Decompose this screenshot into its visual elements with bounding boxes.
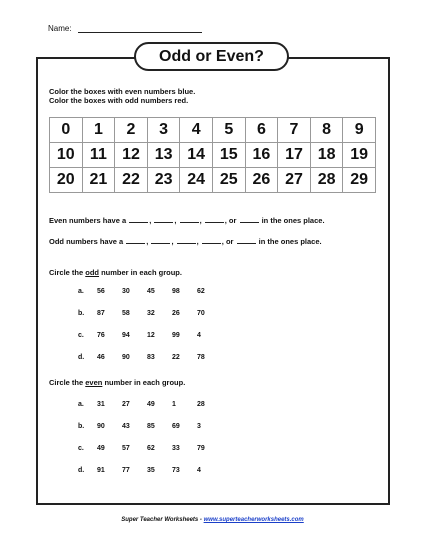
choice-number[interactable]: 83 — [147, 354, 155, 361]
number-box[interactable]: 4 — [180, 118, 213, 143]
blank[interactable] — [126, 238, 145, 244]
choice-number[interactable]: 12 — [147, 332, 155, 339]
footer — [0, 517, 425, 523]
number-box[interactable]: 29 — [343, 168, 376, 193]
choice-number[interactable]: 87 — [97, 310, 105, 317]
number-box[interactable]: 10 — [50, 143, 83, 168]
choice-number[interactable]: 99 — [172, 332, 180, 339]
number-box[interactable]: 21 — [83, 168, 116, 193]
choice-number[interactable]: 32 — [147, 310, 155, 317]
choice-number[interactable]: 4 — [197, 467, 201, 474]
question-letter: d. — [78, 354, 85, 361]
choice-number[interactable]: 90 — [122, 354, 130, 361]
choice-number[interactable]: 49 — [97, 445, 105, 452]
question-letter: b. — [78, 423, 85, 430]
number-box[interactable]: 8 — [311, 118, 344, 143]
choice-number[interactable]: 76 — [97, 332, 105, 339]
question-row — [78, 332, 222, 339]
instruction-odd: Color the boxes with odd numbers red. — [49, 96, 189, 105]
choice-number[interactable]: 62 — [147, 445, 155, 452]
blank[interactable] — [151, 238, 170, 244]
number-box[interactable]: 18 — [311, 143, 344, 168]
number-box[interactable]: 28 — [311, 168, 344, 193]
choice-number[interactable]: 98 — [172, 288, 180, 295]
number-box[interactable]: 26 — [246, 168, 279, 193]
instruction-even: Color the boxes with even numbers blue. — [49, 87, 196, 96]
choice-number[interactable]: 90 — [97, 423, 105, 430]
question-row — [78, 467, 222, 474]
choice-number[interactable]: 70 — [197, 310, 205, 317]
blank[interactable] — [154, 217, 173, 223]
choice-number[interactable]: 94 — [122, 332, 130, 339]
blank[interactable] — [237, 238, 256, 244]
number-box[interactable]: 22 — [115, 168, 148, 193]
choice-number[interactable]: 3 — [197, 423, 201, 430]
number-box[interactable]: 11 — [83, 143, 116, 168]
even-section-prompt: Circle the even number in each group. — [49, 378, 186, 387]
choice-number[interactable]: 43 — [122, 423, 130, 430]
number-box[interactable]: 6 — [246, 118, 279, 143]
question-row — [78, 423, 222, 430]
blank[interactable] — [129, 217, 148, 223]
footer-separator: - — [198, 517, 204, 523]
question-row — [78, 310, 222, 317]
choice-number[interactable]: 77 — [122, 467, 130, 474]
choice-number[interactable]: 26 — [172, 310, 180, 317]
number-box[interactable]: 23 — [148, 168, 181, 193]
question-row — [78, 288, 222, 295]
choice-number[interactable]: 46 — [97, 354, 105, 361]
number-box[interactable]: 7 — [278, 118, 311, 143]
blank[interactable] — [180, 217, 199, 223]
blank[interactable] — [240, 217, 259, 223]
question-letter: a. — [78, 288, 84, 295]
number-box[interactable]: 0 — [50, 118, 83, 143]
choice-number[interactable]: 45 — [147, 288, 155, 295]
choice-number[interactable]: 4 — [197, 332, 201, 339]
blank[interactable] — [205, 217, 224, 223]
choice-number[interactable]: 28 — [197, 401, 205, 408]
number-box[interactable]: 14 — [180, 143, 213, 168]
even-sentence: Even numbers have a , , , , or in the ones place. — [49, 216, 325, 225]
choice-number[interactable]: 78 — [197, 354, 205, 361]
footer-brand: Super Teacher Worksheets — [121, 517, 199, 523]
choice-number[interactable]: 56 — [97, 288, 105, 295]
choice-number[interactable]: 30 — [122, 288, 130, 295]
number-box[interactable]: 5 — [213, 118, 246, 143]
choice-number[interactable]: 33 — [172, 445, 180, 452]
question-letter: d. — [78, 467, 85, 474]
odd-section-prompt: Circle the odd number in each group. — [49, 268, 182, 277]
footer-link[interactable]: www.superteacherworksheets.com — [203, 517, 304, 523]
choice-number[interactable]: 69 — [172, 423, 180, 430]
question-letter: c. — [78, 332, 84, 339]
odd-sentence: Odd numbers have a , , , , or in the ones place. — [49, 237, 322, 246]
name-label: Name: — [48, 24, 72, 33]
name-line[interactable] — [78, 25, 202, 33]
choice-number[interactable]: 85 — [147, 423, 155, 430]
choice-number[interactable]: 79 — [197, 445, 205, 452]
question-letter: b. — [78, 310, 85, 317]
question-letter: a. — [78, 401, 84, 408]
page-title — [134, 42, 289, 71]
choice-number[interactable]: 91 — [97, 467, 105, 474]
number-box[interactable]: 3 — [148, 118, 181, 143]
number-box[interactable]: 20 — [50, 168, 83, 193]
number-box[interactable]: 16 — [246, 143, 279, 168]
choice-number[interactable]: 49 — [147, 401, 155, 408]
number-box[interactable]: 2 — [115, 118, 148, 143]
choice-number[interactable]: 73 — [172, 467, 180, 474]
question-letter: c. — [78, 445, 84, 452]
number-grid — [49, 117, 376, 193]
number-box[interactable]: 19 — [343, 143, 376, 168]
question-row — [78, 445, 222, 452]
choice-number[interactable]: 27 — [122, 401, 130, 408]
number-box[interactable]: 1 — [83, 118, 116, 143]
number-box[interactable]: 13 — [148, 143, 181, 168]
page-title-text: Odd or Even? — [159, 47, 264, 65]
choice-number[interactable]: 62 — [197, 288, 205, 295]
choice-number[interactable]: 58 — [122, 310, 130, 317]
number-box[interactable]: 24 — [180, 168, 213, 193]
choice-number[interactable]: 35 — [147, 467, 155, 474]
name-field — [48, 24, 202, 33]
question-row — [78, 354, 222, 361]
choice-number[interactable]: 57 — [122, 445, 130, 452]
number-box[interactable]: 9 — [343, 118, 376, 143]
number-box[interactable]: 15 — [213, 143, 246, 168]
choice-number[interactable]: 31 — [97, 401, 105, 408]
number-box[interactable]: 12 — [115, 143, 148, 168]
question-row — [78, 401, 222, 408]
blank[interactable] — [177, 238, 196, 244]
choice-number[interactable]: 1 — [172, 401, 176, 408]
number-box[interactable]: 27 — [278, 168, 311, 193]
blank[interactable] — [202, 238, 221, 244]
number-box[interactable]: 25 — [213, 168, 246, 193]
number-box[interactable]: 17 — [278, 143, 311, 168]
choice-number[interactable]: 22 — [172, 354, 180, 361]
